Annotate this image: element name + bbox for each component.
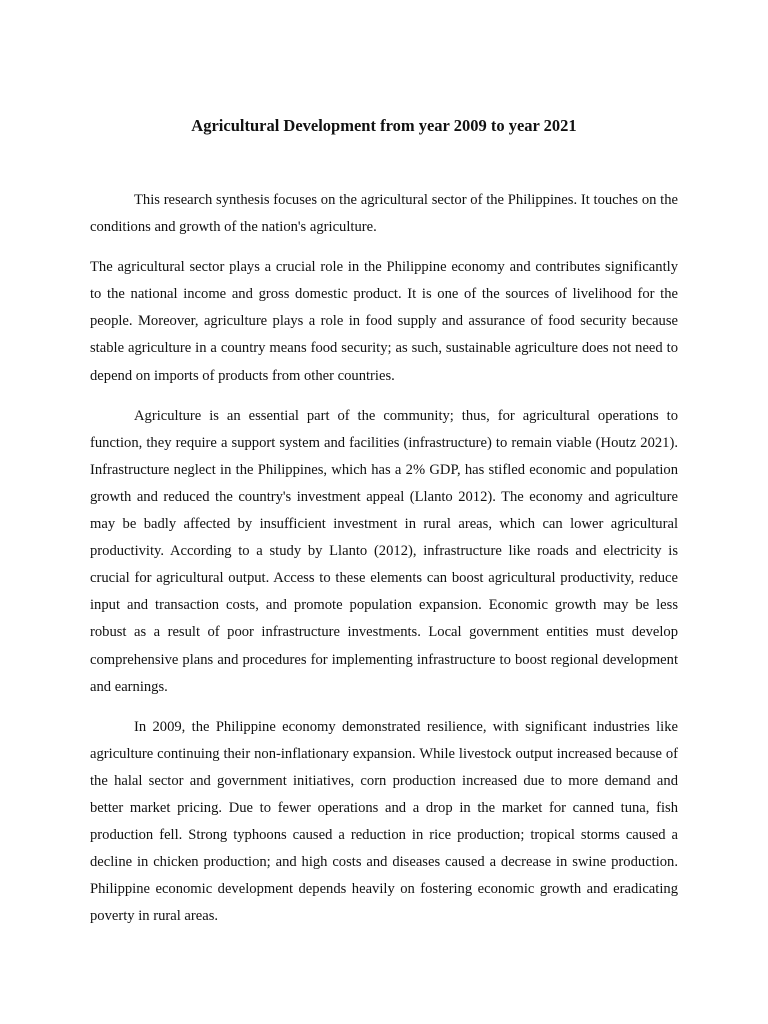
document-title: Agricultural Development from year 2009 to year 2021 <box>191 116 577 135</box>
paragraph-2009-economy: In 2009, the Philippine economy demonstrated resilience, with significant industries like agriculture continuing their non-inflationary expansion. While livestock output increased because of the halal sector and government initiatives, corn production increased due to more demand and better market pricing. Due to fewer operations and a drop in the market for canned tuna, fish production fell. Strong typhoons caused a reduction in rice production; tropical storms caused a decline in chicken production; and high costs and diseases caused a decrease in swine production. Philippine economic development depends heavily on fostering economic growth and eradicating poverty in rural areas. <box>90 718 678 925</box>
paragraph-agricultural-sector: The agricultural sector plays a crucial role in the Philippine economy and contributes significantly to the national income and gross domestic product. It is one of the sources of livelihood for the people. Moreover, agriculture plays a role in food supply and assurance of food security because stable agriculture in a country means food security; as such, sustainable agriculture does not need to depend on imports of products from other countries. <box>90 259 678 384</box>
paragraph-infrastructure: Agriculture is an essential part of the community; thus, for agricultural operations to function, they require a support system and facilities (infrastructure) to remain viable (Houtz 2021). Infrastructure neglect in the Philippines, which has a 2% GDP, has stifled economic and population growth and reduced the country's investment appeal (Llanto 2012). The economy and agriculture may be badly affected by insufficient investment in rural areas, which can lower agricultural productivity. According to a study by Llanto (2012), infrastructure like roads and electricity is crucial for agricultural output. Access to these elements can boost agricultural productivity, reduce input and transaction costs, and promote population expansion. Economic growth may be less robust as a result of poor infrastructure investments. Local government entities must develop comprehensive plans and procedures for implementing infrastructure to boost regional development and earnings. <box>90 407 678 695</box>
document-body <box>90 187 678 943</box>
paragraph-intro: This research synthesis focuses on the agricultural sector of the Philippines. It touches on the conditions and growth of the nation's agriculture. <box>90 192 678 236</box>
